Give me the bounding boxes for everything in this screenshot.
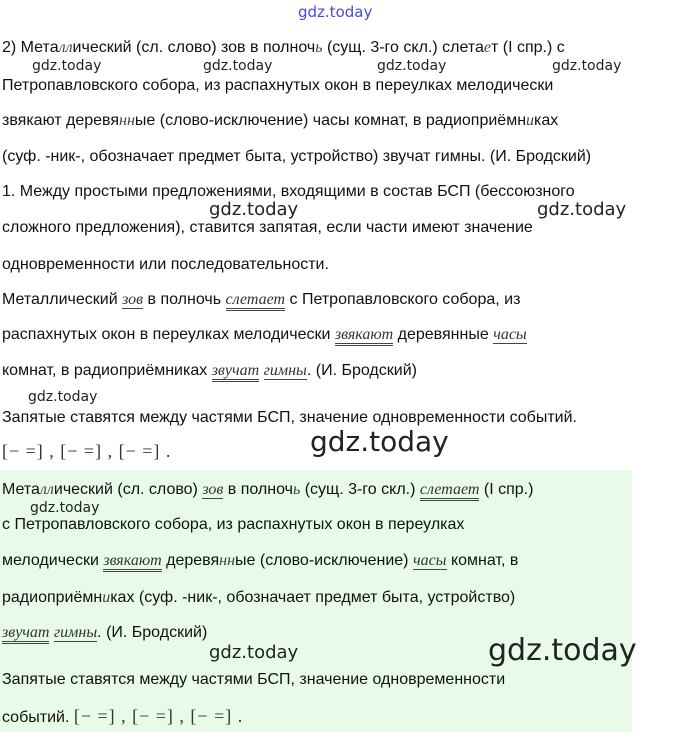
predicate: слетает <box>226 291 286 311</box>
p4-line2: с Петропавловского собора, из распахнутых окон в переулках <box>2 516 465 533</box>
predicate: звучат <box>212 362 259 382</box>
watermark: gdz.today <box>203 58 273 74</box>
predicate: звякают <box>335 326 393 346</box>
p1-line4: (суф. -ник-, обозначает предмет быта, устройство) звучат гимны. (И. Бродский) <box>2 148 592 165</box>
watermark: gdz.today <box>552 58 622 74</box>
watermark-top: gdz.today <box>298 3 373 21</box>
p1-line1: 2) Металлический (сл. слово) зов в полночь (сущ. 3-го скл.) слетает (I спр.) с <box>2 39 565 56</box>
predicate: слетает <box>420 481 480 501</box>
p3-line2: распахнутых окон в переулках мелодически звякают деревянные часы <box>2 325 527 345</box>
watermark: gdz.today <box>209 642 299 663</box>
p3-line1: Металлический зов в полночь слетает с Петропавловского собора, из <box>2 290 520 310</box>
p4-line1: Металлический (сл. слово) зов в полночь (сущ. 3-го скл.) слетает (I спр.) <box>2 480 533 500</box>
p1-line3: звякают деревянные (слово-исключение) часы комнат, в радиоприёмниках <box>2 112 559 129</box>
bsp-scheme: [− =] , [− =] , [− =] . <box>2 441 172 461</box>
subject: гимны <box>53 624 98 641</box>
watermark: gdz.today <box>377 58 447 74</box>
predicate: звякают <box>103 552 161 572</box>
watermark: gdz.today <box>488 633 637 668</box>
p4-line5: звучат гимны. (И. Бродский) <box>2 623 207 643</box>
p3-line3: комнат, в радиоприёмниках звучат гимны. (И. Бродский) <box>2 361 417 381</box>
predicate: звучат <box>2 624 49 644</box>
p1-line2: Петропавловского собора, из распахнутых окон в переулках мелодически <box>2 77 554 94</box>
subject: часы <box>493 326 527 343</box>
p4-note: Запятые ставятся между частями БСП, значение одновременности <box>2 671 506 688</box>
subject: часы <box>412 552 447 569</box>
bsp-scheme: [− =] , [− =] , [− =] . <box>73 706 244 726</box>
p4-line3: мелодически звякают деревянные (слово-исключение) часы комнат, в <box>2 551 518 571</box>
watermark: gdz.today <box>28 389 98 405</box>
p4-note-end: событий. [− =] , [− =] , [− =] . <box>2 706 244 726</box>
watermark: gdz.today <box>209 199 299 220</box>
watermark: gdz.today <box>30 500 100 516</box>
watermark: gdz.today <box>310 425 449 458</box>
watermark: gdz.today <box>32 58 102 74</box>
p2-line3: одновременности или последовательности. <box>2 256 329 273</box>
subject: зов <box>122 291 144 308</box>
watermark: gdz.today <box>537 199 627 220</box>
p3-note: Запятые ставятся между частями БСП, значение одновременности событий. <box>2 409 577 426</box>
p2-line2: сложного предложения), ставится запятая, если части имеют значение <box>2 219 533 236</box>
p2-line1: 1. Между простыми предложениями, входящими в состав БСП (бессоюзного <box>2 183 575 200</box>
subject: зов <box>202 481 224 498</box>
subject: гимны <box>263 362 307 379</box>
p4-line4: радиоприёмниках (суф. -ник-, обозначает предмет быта, устройство) <box>2 589 516 606</box>
